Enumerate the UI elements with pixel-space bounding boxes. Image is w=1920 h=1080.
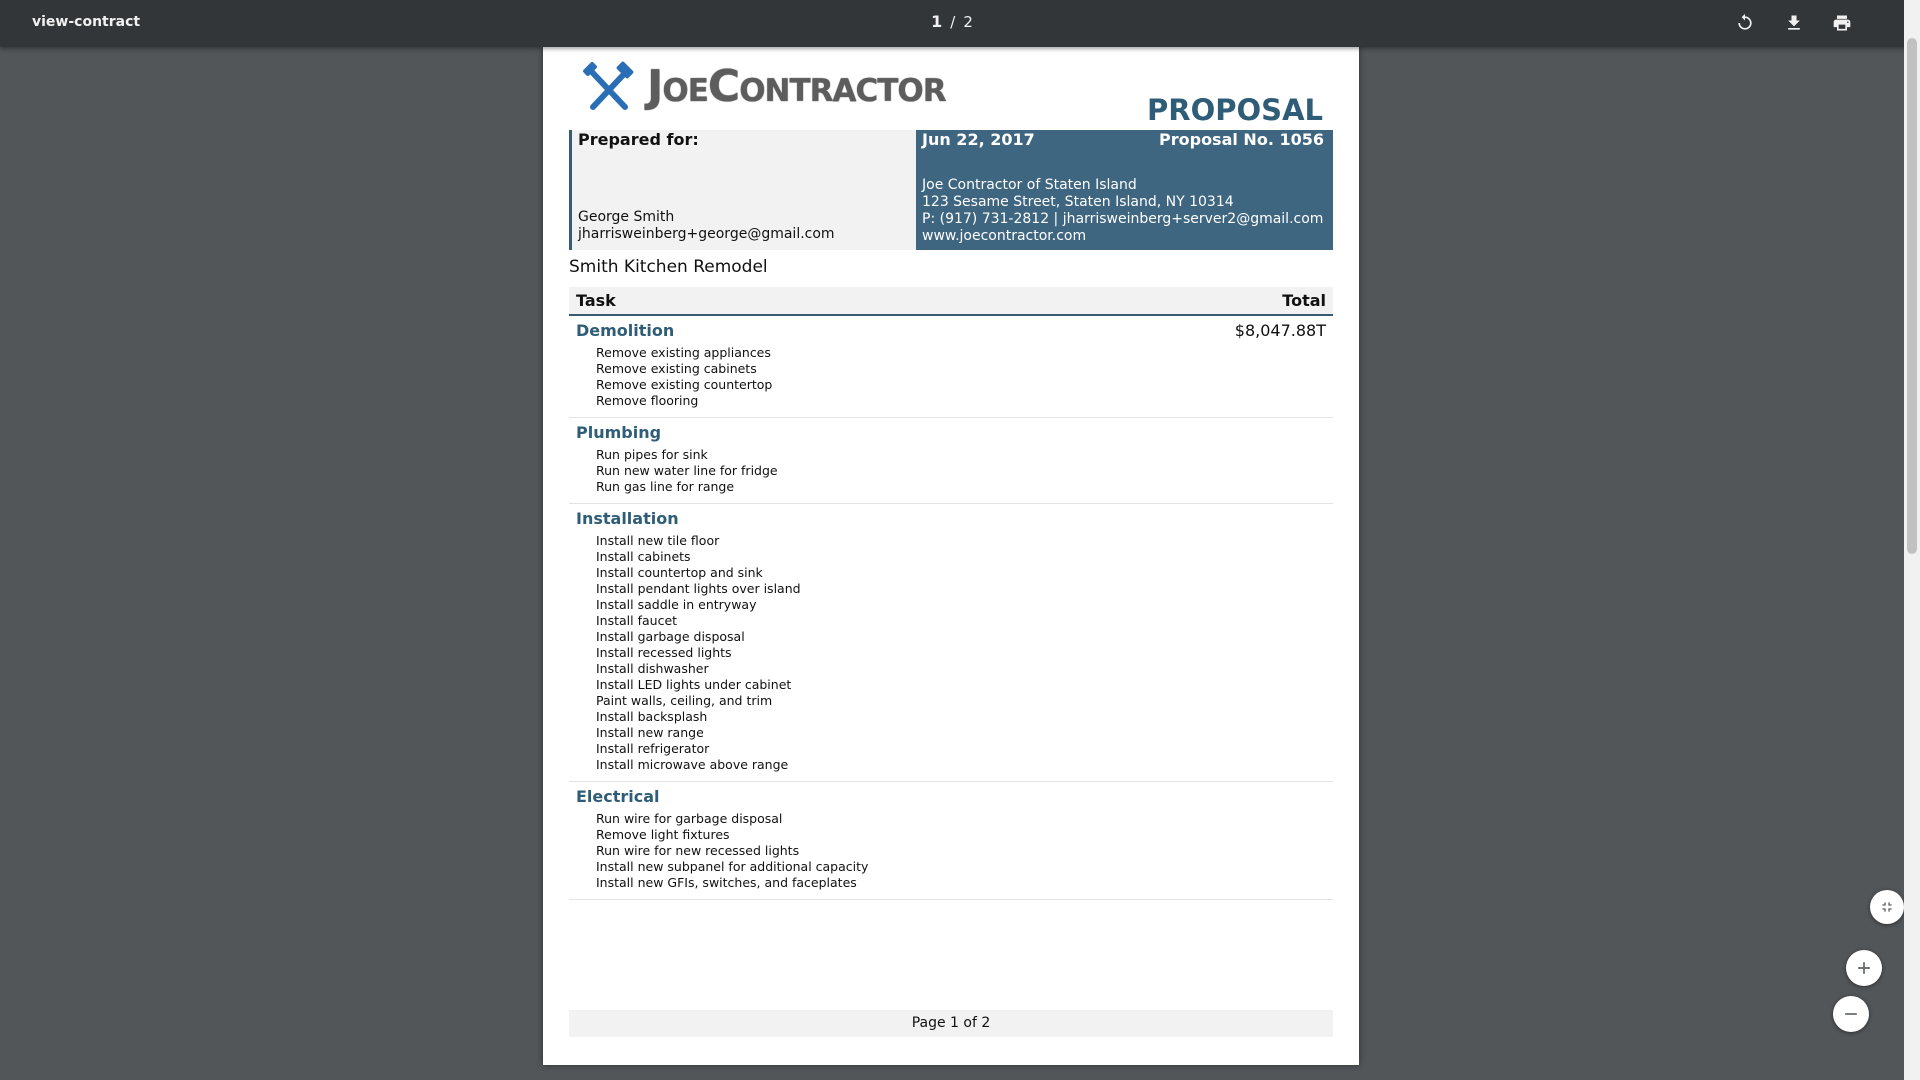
proposal-date: Jun 22, 2017 xyxy=(922,130,1035,149)
document-type-heading: PROPOSAL xyxy=(1147,93,1323,127)
task-item: Install saddle in entryway xyxy=(596,597,757,612)
section-title: Demolition xyxy=(576,321,675,340)
task-item: Install pendant lights over island xyxy=(596,581,801,596)
task-sections xyxy=(569,316,1333,900)
prepared-for-panel xyxy=(569,130,916,250)
page-separator: / xyxy=(950,13,956,31)
task-item: Install LED lights under cabinet xyxy=(596,677,792,692)
task-list xyxy=(569,533,1333,773)
rotate-icon xyxy=(1735,13,1755,33)
task-item: Install recessed lights xyxy=(596,645,732,660)
task-list xyxy=(569,345,1333,409)
zoom-in-button[interactable] xyxy=(1846,950,1882,986)
table-header xyxy=(569,287,1333,316)
scrollbar[interactable] xyxy=(1904,0,1920,1080)
page-footer: Page 1 of 2 xyxy=(569,1010,1333,1037)
total-column-header: Total xyxy=(1282,291,1326,310)
task-item: Run pipes for sink xyxy=(596,447,708,462)
print-icon xyxy=(1832,13,1852,33)
project-title: Smith Kitchen Remodel xyxy=(569,257,768,277)
task-table xyxy=(569,287,1333,900)
task-section xyxy=(569,418,1333,504)
client-name: George Smith xyxy=(578,209,675,225)
company-details xyxy=(922,177,1323,245)
task-item: Remove flooring xyxy=(596,393,699,408)
task-item: Remove existing appliances xyxy=(596,345,771,360)
task-column-header: Task xyxy=(576,291,616,310)
info-block xyxy=(569,130,1333,250)
document-title: view-contract xyxy=(32,14,141,30)
task-item: Install faucet xyxy=(596,613,678,628)
task-section xyxy=(569,316,1333,418)
task-item: Install new range xyxy=(596,725,704,740)
brand-logo-text: JoeContractor xyxy=(647,61,946,112)
task-item: Install new subpanel for additional capacity xyxy=(596,859,869,874)
task-item: Install microwave above range xyxy=(596,757,789,772)
section-title: Electrical xyxy=(576,787,660,806)
task-item: Install new tile floor xyxy=(596,533,720,548)
task-item: Install backsplash xyxy=(596,709,708,724)
download-icon xyxy=(1784,13,1804,33)
rotate-button[interactable] xyxy=(1732,10,1758,36)
task-item: Install garbage disposal xyxy=(596,629,745,644)
section-total: $8,047.88T xyxy=(1234,321,1326,340)
company-contact: P: (917) 731-2812 | jharrisweinberg+server2@gmail.com xyxy=(922,211,1324,227)
task-list xyxy=(569,811,1333,891)
task-item: Install dishwasher xyxy=(596,661,709,676)
client-details xyxy=(578,209,835,243)
section-title: Installation xyxy=(576,509,679,528)
page-indicator xyxy=(0,0,1904,47)
task-item: Install countertop and sink xyxy=(596,565,763,580)
total-pages: 2 xyxy=(963,13,973,31)
viewer-toolbar xyxy=(0,0,1920,47)
client-email: jharrisweinberg+george@gmail.com xyxy=(578,226,835,242)
proposal-number: Proposal No. 1056 xyxy=(1159,130,1324,149)
task-item: Install cabinets xyxy=(596,549,691,564)
zoom-out-icon xyxy=(1841,1004,1861,1024)
section-title: Plumbing xyxy=(576,423,662,442)
task-item: Run wire for new recessed lights xyxy=(596,843,800,858)
company-website: www.joecontractor.com xyxy=(922,228,1087,244)
task-item: Install refrigerator xyxy=(596,741,710,756)
zoom-out-button[interactable] xyxy=(1833,996,1869,1032)
company-address: 123 Sesame Street, Staten Island, NY 10314 xyxy=(922,194,1234,210)
company-name: Joe Contractor of Staten Island xyxy=(922,177,1137,193)
scrollbar-thumb[interactable] xyxy=(1907,38,1917,554)
task-item: Run gas line for range xyxy=(596,479,735,494)
print-button[interactable] xyxy=(1829,10,1855,36)
document-page xyxy=(543,47,1359,1065)
current-page-number[interactable]: 1 xyxy=(931,12,943,31)
prepared-for-label: Prepared for: xyxy=(578,130,699,149)
task-item: Paint walls, ceiling, and trim xyxy=(596,693,773,708)
task-item: Remove existing countertop xyxy=(596,377,773,392)
tools-logo-icon xyxy=(581,61,637,117)
download-button[interactable] xyxy=(1781,10,1807,36)
task-section xyxy=(569,782,1333,900)
zoom-in-icon xyxy=(1854,958,1874,978)
fit-page-icon xyxy=(1879,899,1895,915)
fit-page-button[interactable] xyxy=(1870,890,1904,924)
task-item: Remove light fixtures xyxy=(596,827,730,842)
task-section xyxy=(569,504,1333,782)
task-item: Install new GFIs, switches, and faceplates xyxy=(596,875,857,890)
task-item: Run wire for garbage disposal xyxy=(596,811,783,826)
task-item: Run new water line for fridge xyxy=(596,463,778,478)
task-list xyxy=(569,447,1333,495)
company-panel xyxy=(916,130,1333,250)
task-item: Remove existing cabinets xyxy=(596,361,757,376)
